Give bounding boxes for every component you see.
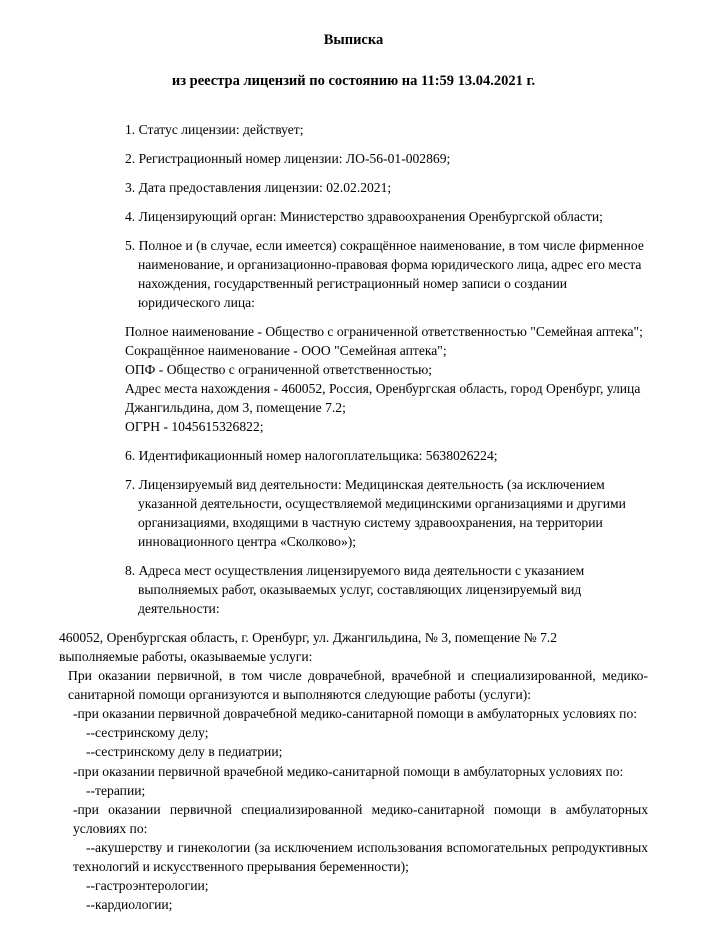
work-line-therapy: --терапии;	[86, 782, 146, 798]
work-line-specialized-care: -при оказании первичной специализированной медико-санитарной помощи в амбулаторных условиях по:	[73, 801, 648, 836]
work-line-pre-medical-care: -при оказании первичной доврачебной медико-санитарной помощи в амбулаторных условиях по:	[73, 706, 638, 722]
field-grant-date: 3. Дата предоставления лицензии: 02.02.2021;	[125, 179, 392, 195]
document-subtitle: из реестра лицензий по состоянию на 11:59 13.04.2021 г.	[171, 73, 536, 90]
works-services-label: выполняемые работы, оказываемые услуги:	[59, 649, 313, 665]
org-short-name: Сокращённое наименование - ООО "Семейная аптека";	[125, 342, 447, 358]
field-licensed-activity: 7. Лицензируемый вид деятельности: Медицинская деятельность (за исключением указанной деятельности, осуществляемой медицинскими организациями и другими организациями, входящими в частную систему здравоохранения, на территории инновационного центра «Сколково»);	[125, 477, 626, 550]
field-inn: 6. Идентификационный номер налогоплательщика: 5638026224;	[125, 448, 498, 464]
org-full-name: Полное наименование - Общество с ограниченной ответственностью "Семейная аптека";	[125, 323, 643, 339]
field-registration-number: 2. Регистрационный номер лицензии: ЛО-56-01-002869;	[125, 150, 451, 166]
activity-address: 460052, Оренбургская область, г. Оренбург, ул. Джангильдина, № 3, помещение № 7.2	[59, 630, 558, 646]
license-fields-list	[59, 120, 648, 312]
org-legal-form: ОПФ - Общество с ограниченной ответственностью;	[125, 361, 433, 377]
work-line-nursing-pediatrics: --сестринскому делу в педиатрии;	[86, 744, 283, 760]
license-fields-list-continued	[59, 446, 648, 618]
activity-address-section	[59, 628, 648, 913]
work-line-gastroenterology: --гастроэнтерологии;	[86, 877, 209, 893]
field-org-name-heading: 5. Полное и (в случае, если имеется) сокращённое наименование, в том числе фирменное наименование, и организационно-правовая форма юридического лица, адрес его места нахождения, государственный регистрационный номер записи о создании юридического лица:	[125, 237, 644, 310]
field-license-status: 1. Статус лицензии: действует;	[125, 121, 304, 137]
field-activity-addresses-heading: 8. Адреса мест осуществления лицензируемого вида деятельности с указанием выполняемых работ, оказываемых услуг, составляющих лицензируемый вид деятельности:	[125, 563, 585, 617]
work-line-physician-care: -при оказании первичной врачебной медико-санитарной помощи в амбулаторных условиях по:	[73, 763, 624, 779]
org-ogrn: ОГРН - 1045615326822;	[125, 419, 264, 434]
org-details-block	[59, 322, 648, 436]
work-line-cardiology: --кардиологии;	[86, 896, 173, 912]
org-address: Адрес места нахождения - 460052, Россия, Оренбургская область, город Оренбург, улица Джангильдина, дом 3, помещение 7.2;	[125, 380, 641, 415]
work-line-primary-care: При оказании первичной, в том числе доврачебной, врачебной и специализированной, медико-санитарной помощи организуются и выполняются следующие работы (услуги):	[68, 668, 648, 703]
field-licensing-authority: 4. Лицензирующий орган: Министерство здравоохранения Оренбургской области;	[125, 208, 603, 224]
document-title: Выписка	[323, 32, 384, 48]
work-line-obstetrics-gynecology: --акушерству и гинекологии (за исключением использования вспомогательных репродуктивных технологий и искусственного прерывания беременности);	[73, 839, 648, 874]
work-line-nursing: --сестринскому делу;	[86, 725, 209, 741]
